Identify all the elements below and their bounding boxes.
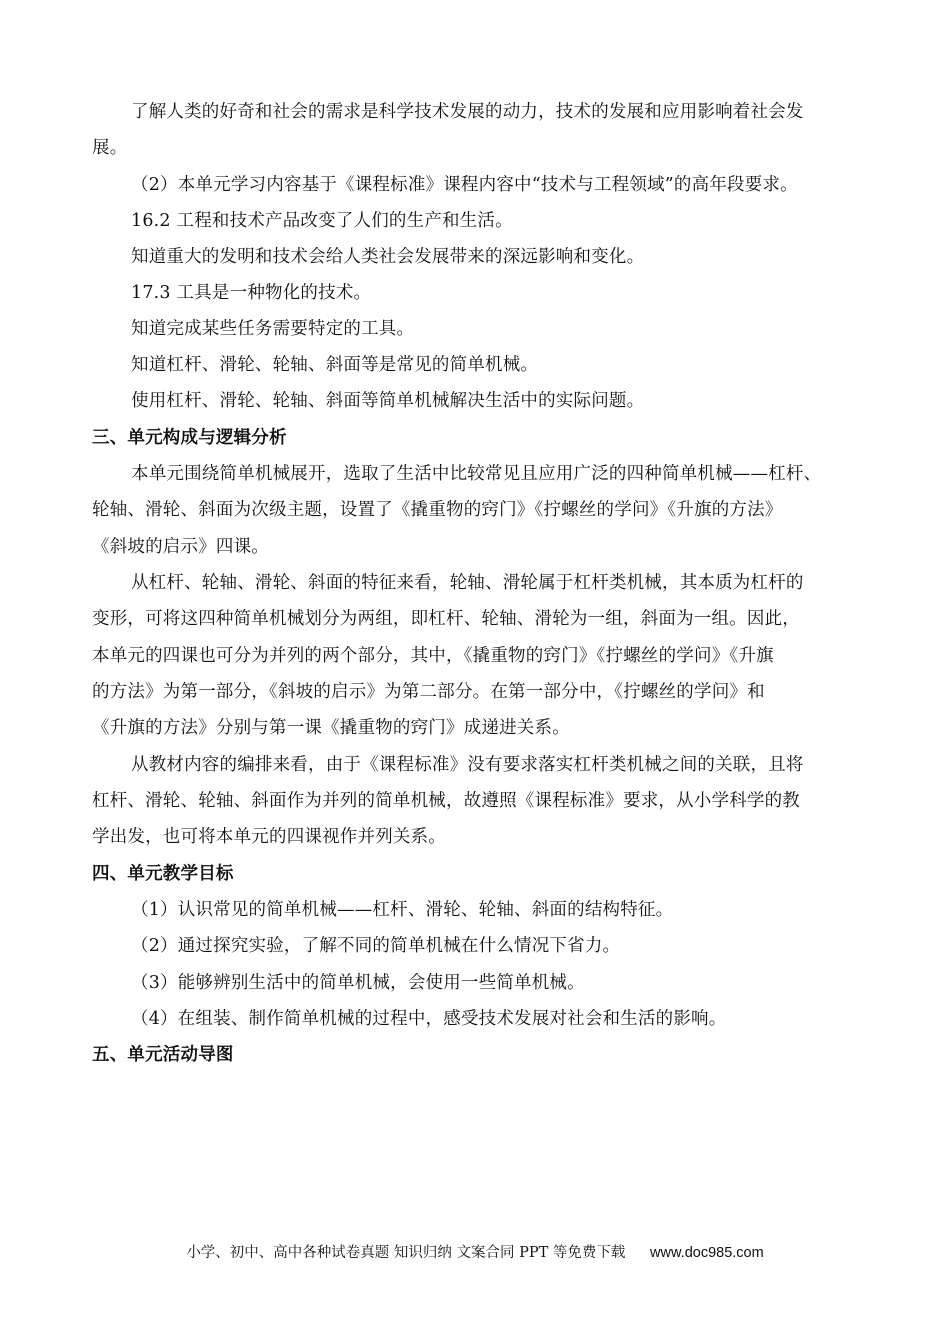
- paragraph-line: 从杠杆、轮轴、滑轮、斜面的特征来看，轮轴、滑轮属于杠杆类机械，其本质为杠杆的: [131, 573, 804, 593]
- paragraph-line: 从教材内容的编排来看，由于《课程标准》没有要求落实杠杆类机械之间的关联，且将: [131, 755, 804, 775]
- body-line: 知道完成某些任务需要特定的工具。: [131, 319, 415, 339]
- objective-item: （3）能够辨别生活中的简单机械，会使用一些简单机械。: [131, 973, 585, 993]
- section-heading: 三、单元构成与逻辑分析: [92, 428, 287, 448]
- objective-item: （4）在组装、制作简单机械的过程中，感受技术发展对社会和生活的影响。: [131, 1009, 727, 1029]
- body-line: 知道重大的发明和技术会给人类社会发展带来的深远影响和变化。: [131, 247, 645, 267]
- paragraph-line: 杠杆、滑轮、轮轴、斜面作为并列的简单机械，故遵照《课程标准》要求，从小学科学的教: [92, 791, 800, 811]
- body-line: 使用杠杆、滑轮、轮轴、斜面等简单机械解决生活中的实际问题。: [131, 391, 645, 411]
- body-line: 展。: [92, 138, 128, 158]
- body-line: 17.3 工具是一种物化的技术。: [131, 283, 372, 303]
- body-line: （2）本单元学习内容基于《课程标准》课程内容中“技术与工程领域”的高年段要求。: [131, 175, 798, 195]
- body-line: 了解人类的好奇和社会的需求是科学技术发展的动力，技术的发展和应用影响着社会发: [131, 102, 804, 122]
- footer-text: 小学、初中、高中各种试卷真题 知识归纳 文案合同 PPT 等免费下载: [186, 1245, 626, 1261]
- body-line: 16.2 工程和技术产品改变了人们的生产和生活。: [131, 211, 513, 231]
- paragraph-line: 本单元围绕简单机械展开，选取了生活中比较常见且应用广泛的四种简单机械——杠杆、: [131, 464, 822, 484]
- paragraph-line: 本单元的四课也可分为并列的两个部分，其中，《撬重物的窍门》《拧螺丝的学问》《升旗: [92, 646, 774, 666]
- paragraph-line: 的方法》为第一部分，《斜坡的启示》为第二部分。在第一部分中，《拧螺丝的学问》和: [92, 682, 765, 702]
- objective-item: （1）认识常见的简单机械——杠杆、滑轮、轮轴、斜面的结构特征。: [131, 900, 674, 920]
- footer-link[interactable]: www.doc985.com: [650, 1245, 764, 1261]
- body-line: 知道杠杆、滑轮、轮轴、斜面等是常见的简单机械。: [131, 355, 539, 375]
- objective-item: （2）通过探究实验，了解不同的简单机械在什么情况下省力。: [131, 936, 621, 956]
- section-heading: 四、单元教学目标: [92, 864, 234, 884]
- page-footer: [0, 1243, 950, 1263]
- paragraph-line: 学出发，也可将本单元的四课视作并列关系。: [92, 827, 446, 847]
- paragraph-line: 变形，可将这四种简单机械划分为两组，即杠杆、轮轴、滑轮为一组，斜面为一组。因此，: [92, 609, 800, 629]
- paragraph-line: 轮轴、滑轮、斜面为次级主题，设置了《撬重物的窍门》《拧螺丝的学问》《升旗的方法》: [92, 500, 783, 520]
- paragraph-line: 《升旗的方法》分别与第一课《撬重物的窍门》成递进关系。: [92, 718, 570, 738]
- section-heading: 五、单元活动导图: [92, 1045, 234, 1065]
- paragraph-line: 《斜坡的启示》四课。: [92, 537, 269, 557]
